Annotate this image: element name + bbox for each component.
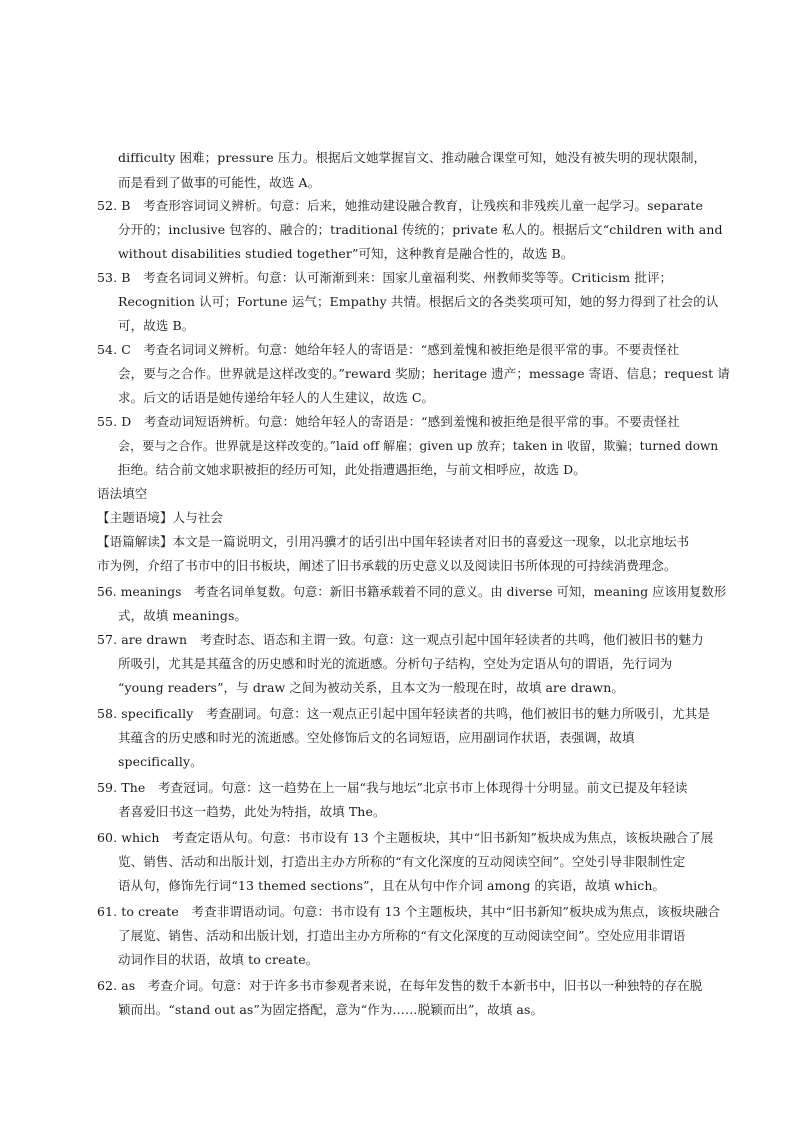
answer-54: 54. C 考查名词词义辨析。句意：她给年轻人的寄语是：“感到羞愧和被拒绝是很平常的事。不要责怪社 <box>97 342 680 357</box>
answer-56: 56. meanings 考查名词单复数。句意：新旧书籍承载着不同的意义。由 diverse 可知，meaning 应该用复数形 <box>97 585 727 599</box>
answer-52: 52. B 考查形容词词义辨析。句意：后来，她推动建设融合教育，让残疾和非残疾儿童一起学习。separate <box>97 198 704 213</box>
text-line: 可，故选 B。 <box>118 318 195 333</box>
text-line: 会，要与之合作。世界就是这样改变的。”reward 奖励；heritage 遗产；message 寄语、信息；request 请 <box>118 366 730 381</box>
text-line: “young readers”，与 draw 之间为被动关系，且本文为一般现在时，故填 are drawn。 <box>118 680 624 695</box>
text-line: 所吸引，尤其是其蕴含的历史感和时光的流逝感。分析句子结构，空处为定语从句的谓语，先行词为 <box>118 656 673 671</box>
text-line: specifically。 <box>118 754 203 769</box>
text-line: difficulty 困难；pressure 压力。根据后文她掌握盲文、推动融合课堂可知，她没有被失明的现状限制， <box>118 150 707 165</box>
text-line: 分开的；inclusive 包容的、融合的；traditional 传统的；private 私人的。根据后文“children with and <box>118 222 723 237</box>
answer-62: 62. as 考查介词。句意：对于许多书市参观者来说，在每年发售的数千本新书中，旧书以一种独特的存在脱 <box>97 978 703 993</box>
answer-58: 58. specifically 考查副词。句意：这一观点正引起中国年轻读者的共鸣，他们被旧书的魅力所吸引，尤其是 <box>97 706 711 721</box>
answer-53: 53. B 考查名词词义辨析。句意：认可渐渐到来：国家儿童福利奖、州教师奖等等。Criticism 批评； <box>97 270 673 285</box>
text-line: 览、销售、活动和出版计划，打造出主办方所称的“有文化深度的互动阅读空间”。空处引导非限制性定 <box>118 854 686 869</box>
text-line: 语从句，修饰先行词“13 themed sections”，且在从句中作介词 among 的宾语，故填 which。 <box>118 878 666 893</box>
text-line: Recognition 认可；Fortune 运气；Empathy 共情。根据后文的各类奖项可知，她的努力得到了社会的认 <box>118 294 719 309</box>
text-line: 了展览、销售、活动和出版计划，打造出主办方所称的“有文化深度的互动阅读空间”。空处应用非谓语 <box>118 928 686 943</box>
answer-57: 57. are drawn 考查时态、语态和主谓一致。句意：这一观点引起中国年轻读者的共鸣，他们被旧书的魅力 <box>97 632 704 647</box>
text-line: 式，故填 meanings。 <box>118 608 248 623</box>
passage-analysis: 【语篇解读】本文是一篇说明文，引用冯骥才的话引出中国年轻读者对旧书的喜爱这一现象，以北京地坛书 <box>97 534 690 549</box>
text-line: 而是看到了做事的可能性，故选 A。 <box>118 175 321 190</box>
answer-61: 61. to create 考查非谓语动词。句意：书市设有 13 个主题板块，其中“旧书新知”板块成为焦点，该板块融合 <box>97 904 721 919</box>
answer-59: 59. The 考查冠词。句意：这一趋势在上一届“我与地坛”北京书市上体现得十分明显。前文已提及年轻读 <box>97 780 688 795</box>
text-line: 者喜爱旧书这一趋势，此处为特指，故填 The。 <box>118 804 386 819</box>
passage-analysis: 市为例，介绍了书市中的旧书板块，阐述了旧书承载的历史意义以及阅读旧书所体现的可持续消费理念。 <box>97 558 677 573</box>
text-line: 其蕴含的历史感和时光的流逝感。空处修饰后文的名词短语，应用副词作状语，表强调，故填 <box>118 730 635 745</box>
text-line: 求。后文的话语是她传递给年轻人的人生建议，故选 C。 <box>118 390 435 405</box>
theme-context: 【主题语境】人与社会 <box>97 510 224 525</box>
text-line: 拒绝。结合前文她求职被拒的经历可知，此处指遭遇拒绝，与前文相呼应，故选 D。 <box>118 462 586 477</box>
text-line: 动词作目的状语，故填 to create。 <box>118 952 319 967</box>
text-line: 会，要与之合作。世界就是这样改变的。”laid off 解雇；given up 放弃；taken in 收留，欺骗；turned down <box>118 439 719 453</box>
text-line: 颖而出。“stand out as”为固定搭配，意为“作为……脱颖而出”，故填 as。 <box>118 1002 544 1017</box>
section-title: 语法填空 <box>97 486 148 501</box>
answer-60: 60. which 考查定语从句。句意：书市设有 13 个主题板块，其中“旧书新知”板块成为焦点，该板块融合了展 <box>97 830 714 845</box>
text-line: without disabilities studied together”可知，这种教育是融合性的，故选 B。 <box>118 246 574 261</box>
answer-55: 55. D 考查动词短语辨析。句意：她给年轻人的寄语是：“感到羞愧和被拒绝是很平常的事。不要责怪社 <box>97 414 680 429</box>
